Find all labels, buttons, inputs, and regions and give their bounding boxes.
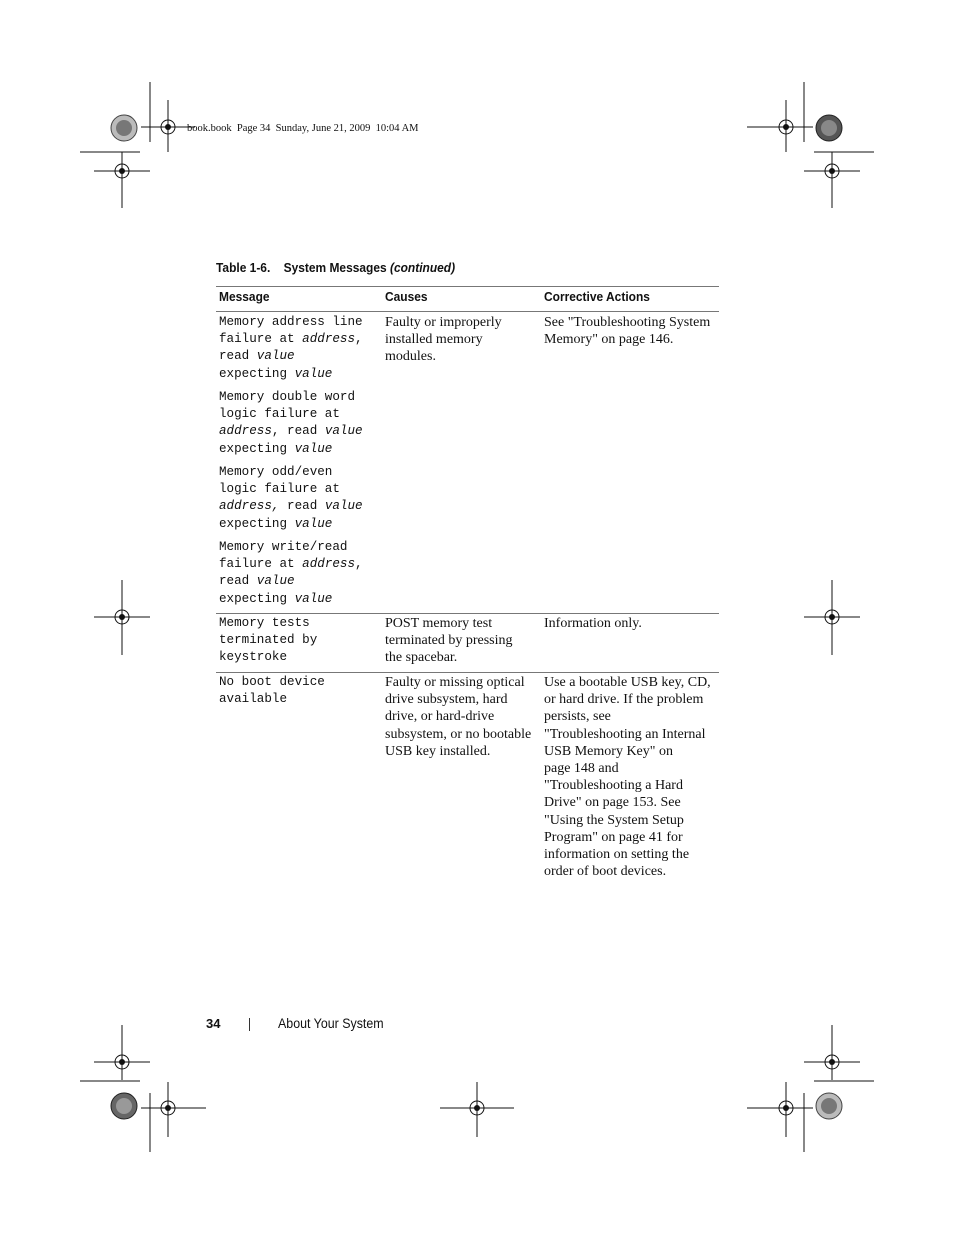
table-row-1-message-2 [219,389,363,458]
row-2-rule [216,672,719,673]
table-top-rule [216,286,719,287]
message-line: failure at address, [219,557,363,572]
message-line: address, read value [219,424,363,439]
row-1-rule [216,613,719,614]
message-line: expecting value [219,366,333,381]
message-line: logic failure at [219,482,340,497]
table-number: Table 1-6. [216,260,271,275]
table-row-3-actions: Use a bootable USB key, CD, or hard drive. If the problem persists, see "Troubleshooting an Internal USB Memory Key" on page 148 and "Troubleshooting a Hard Drive" on page 153. See "Using the System Setup Program" on page 41 for information on setting the order of boot devices. [544,675,711,880]
table-row-1-actions: See "Troubleshooting System Memory" on page 146. [544,315,711,348]
message-line: Memory double word [219,390,356,404]
page-number: 34 [206,1016,221,1031]
message-line: logic failure at [219,407,340,422]
footer-divider [249,1018,250,1031]
table-row-2-causes: POST memory test terminated by pressing the spacebar. [385,616,513,666]
header-message: Message [219,289,270,304]
table-row-2-message: Memory tests terminated by keystroke [219,616,318,665]
message-line: read value [219,574,295,589]
table-row-1-message-4 [219,539,363,608]
message-line: failure at address, [219,332,363,347]
table-title: System Messages [283,260,387,275]
message-line: Memory write/read [219,540,348,554]
header-causes: Causes [385,289,428,304]
table-row-2-actions: Information only. [544,616,642,631]
table-row-1-message [219,314,363,383]
table-continued: (continued) [389,260,456,275]
message-line: expecting value [219,441,333,456]
header-corrective-actions: Corrective Actions [544,289,650,304]
table-row-3-message: No boot device available [219,675,325,707]
message-line: read value [219,349,295,364]
table-row-1-message-3 [219,464,363,533]
message-line: expecting value [219,591,333,606]
header-rule [216,311,719,312]
table-caption [216,260,455,275]
message-line: expecting value [219,516,333,531]
message-line: address, read value [219,499,363,514]
footer-section-title: About Your System [278,1016,384,1031]
print-slug: book.book Page 34 Sunday, June 21, 2009 10:04 AM [187,123,419,134]
table-row-1-causes: Faulty or improperly installed memory modules. [385,315,502,365]
message-line: Memory odd/even [219,465,333,479]
table-row-3-causes: Faulty or missing optical drive subsystem, hard drive, or hard-drive subsystem, or no bootable USB key installed. [385,675,532,759]
message-line: Memory address line [219,315,363,329]
